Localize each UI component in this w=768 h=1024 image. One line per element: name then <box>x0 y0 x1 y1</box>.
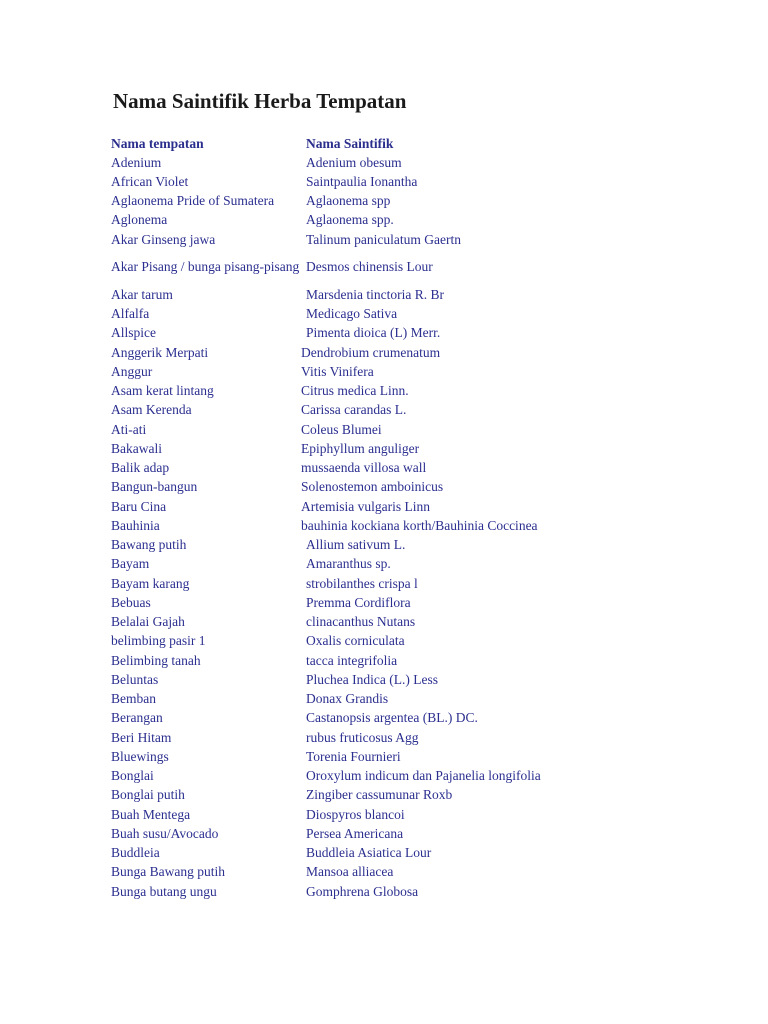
table-row <box>111 516 671 535</box>
scientific-name-cell: Pluchea Indica (L.) Less <box>306 671 438 687</box>
table-row <box>111 824 671 843</box>
local-name-cell: Balik adap <box>111 460 170 476</box>
table-row <box>111 786 671 805</box>
scientific-name-cell: Citrus medica Linn. <box>301 383 409 399</box>
scientific-name-cell: Amaranthus sp. <box>306 556 391 572</box>
table-row <box>111 690 671 709</box>
scientific-name-cell: Donax Grandis <box>306 691 389 707</box>
table-row <box>111 747 671 766</box>
page-title: Nama Saintifik Herba Tempatan <box>113 89 407 113</box>
scientific-name-cell: Oroxylum indicum dan Pajanelia longifolia <box>306 768 541 784</box>
local-name-cell: Bonglai <box>111 768 154 784</box>
local-name-cell: Akar tarum <box>111 286 173 302</box>
local-name-cell: Alfalfa <box>111 306 150 322</box>
local-name-cell: Allspice <box>111 325 156 341</box>
table-header-row <box>111 134 671 153</box>
table-row <box>111 613 671 632</box>
table-row <box>111 362 671 381</box>
scientific-name-cell: Torenia Fournieri <box>306 748 401 764</box>
scientific-name-cell: Coleus Blumei <box>301 421 382 437</box>
header-local-name: Nama tempatan <box>111 135 204 151</box>
local-name-cell: Bunga Bawang putih <box>111 864 225 880</box>
table-row <box>111 555 671 574</box>
scientific-name-cell: Gomphrena Globosa <box>306 883 419 899</box>
scientific-name-cell: Epiphyllum anguliger <box>301 440 420 456</box>
local-name-cell: Bayam karang <box>111 575 190 591</box>
local-name-cell: Buddleia <box>111 845 160 861</box>
local-name-cell: Bayam <box>111 556 150 572</box>
local-name-cell: Belimbing tanah <box>111 652 201 668</box>
scientific-name-cell: Mansoa alliacea <box>306 864 394 880</box>
scientific-name-cell: Artemisia vulgaris Linn <box>301 498 430 514</box>
table-row <box>111 574 671 593</box>
local-name-cell: Bawang putih <box>111 537 187 553</box>
scientific-name-cell: Saintpaulia Ionantha <box>306 173 418 189</box>
local-name-cell: Bangun-bangun <box>111 479 198 495</box>
scientific-name-cell: clinacanthus Nutans <box>306 614 416 630</box>
table-row <box>111 343 671 362</box>
table-row <box>111 211 671 230</box>
scientific-name-cell: Vitis Vinifera <box>301 363 374 379</box>
table-row <box>111 805 671 824</box>
local-name-cell: belimbing pasir 1 <box>111 633 206 649</box>
local-name-cell: Beluntas <box>111 671 159 687</box>
local-name-cell: Bemban <box>111 691 156 707</box>
table-row <box>111 401 671 420</box>
local-name-cell: Bebuas <box>111 594 151 610</box>
scientific-name-cell: Solenostemon amboinicus <box>301 479 444 495</box>
scientific-name-cell: Desmos chinensis Lour <box>306 259 433 275</box>
local-name-cell: Aglaonema Pride of Sumatera <box>111 193 275 209</box>
local-name-cell: Anggur <box>111 363 153 379</box>
table-row <box>111 153 671 172</box>
table-row <box>111 709 671 728</box>
local-name-cell: Adenium <box>111 154 162 170</box>
local-name-cell: Anggerik Merpati <box>111 344 209 360</box>
scientific-name-cell: Persea Americana <box>306 825 404 841</box>
table-row <box>111 497 671 516</box>
scientific-name-cell: Castanopsis argentea (BL.) DC. <box>306 710 478 726</box>
table-row <box>111 844 671 863</box>
table-row <box>111 285 671 304</box>
scientific-name-cell: strobilanthes crispa l <box>306 575 418 591</box>
scientific-name-cell: rubus fruticosus Agg <box>306 729 419 745</box>
table-row <box>111 632 671 651</box>
table-row <box>111 767 671 786</box>
local-name-cell: African Violet <box>111 173 189 189</box>
table-row <box>111 882 671 901</box>
scientific-name-cell: Pimenta dioica (L) Merr. <box>306 325 441 341</box>
local-name-cell: Asam kerat lintang <box>111 383 214 399</box>
scientific-name-cell: mussaenda villosa wall <box>301 460 427 476</box>
table-row <box>111 478 671 497</box>
scientific-name-cell: Buddleia Asiatica Lour <box>306 845 432 861</box>
table-row <box>111 593 671 612</box>
scientific-name-cell: Aglaonema spp. <box>306 212 394 228</box>
local-name-cell: Buah Mentega <box>111 806 191 822</box>
local-name-cell: Bakawali <box>111 440 162 456</box>
table-row <box>111 536 671 555</box>
local-name-cell: Beri Hitam <box>111 729 172 745</box>
local-name-cell: Akar Ginseng jawa <box>111 231 216 247</box>
table-row <box>111 459 671 478</box>
scientific-name-cell: Aglaonema spp <box>306 193 391 209</box>
herb-name-table <box>111 134 671 901</box>
table-row <box>111 382 671 401</box>
table-row <box>111 324 671 343</box>
table-row <box>111 651 671 670</box>
table-row <box>111 192 671 211</box>
scientific-name-cell: Dendrobium crumenatum <box>301 344 441 360</box>
local-name-cell: Asam Kerenda <box>111 402 192 418</box>
table-row <box>111 439 671 458</box>
scientific-name-cell: Allium sativum L. <box>306 537 406 553</box>
table-row <box>111 172 671 191</box>
local-name-cell: Akar Pisang / bunga pisang-pisang <box>111 259 300 275</box>
scientific-name-cell: Oxalis corniculata <box>306 633 405 649</box>
local-name-cell: Belalai Gajah <box>111 614 185 630</box>
local-name-cell: Bunga butang ungu <box>111 883 217 899</box>
table-row <box>111 863 671 882</box>
table-row <box>111 420 671 439</box>
scientific-name-cell: Carissa carandas L. <box>301 402 407 418</box>
table-row <box>111 305 671 324</box>
local-name-cell: Aglonema <box>111 212 168 228</box>
local-name-cell: Bonglai putih <box>111 787 185 803</box>
local-name-cell: Bauhinia <box>111 517 160 533</box>
scientific-name-cell: bauhinia kockiana korth/Bauhinia Coccinea <box>301 517 538 533</box>
scientific-name-cell: Marsdenia tinctoria R. Br <box>306 286 444 302</box>
scientific-name-cell: Premma Cordiflora <box>306 594 411 610</box>
local-name-cell: Bluewings <box>111 748 169 764</box>
local-name-cell: Berangan <box>111 710 163 726</box>
table-row <box>111 670 671 689</box>
local-name-cell: Baru Cina <box>111 498 167 514</box>
local-name-cell: Ati-ati <box>111 421 147 437</box>
scientific-name-cell: tacca integrifolia <box>306 652 398 668</box>
scientific-name-cell: Medicago Sativa <box>306 306 398 322</box>
table-row <box>111 728 671 747</box>
table-row <box>111 230 671 249</box>
header-scientific-name: Nama Saintifik <box>306 135 394 151</box>
scientific-name-cell: Diospyros blancoi <box>306 806 405 822</box>
scientific-name-cell: Adenium obesum <box>306 154 402 170</box>
table-row <box>111 249 671 285</box>
scientific-name-cell: Talinum paniculatum Gaertn <box>306 231 462 247</box>
scientific-name-cell: Zingiber cassumunar Roxb <box>306 787 453 803</box>
local-name-cell: Buah susu/Avocado <box>111 825 219 841</box>
